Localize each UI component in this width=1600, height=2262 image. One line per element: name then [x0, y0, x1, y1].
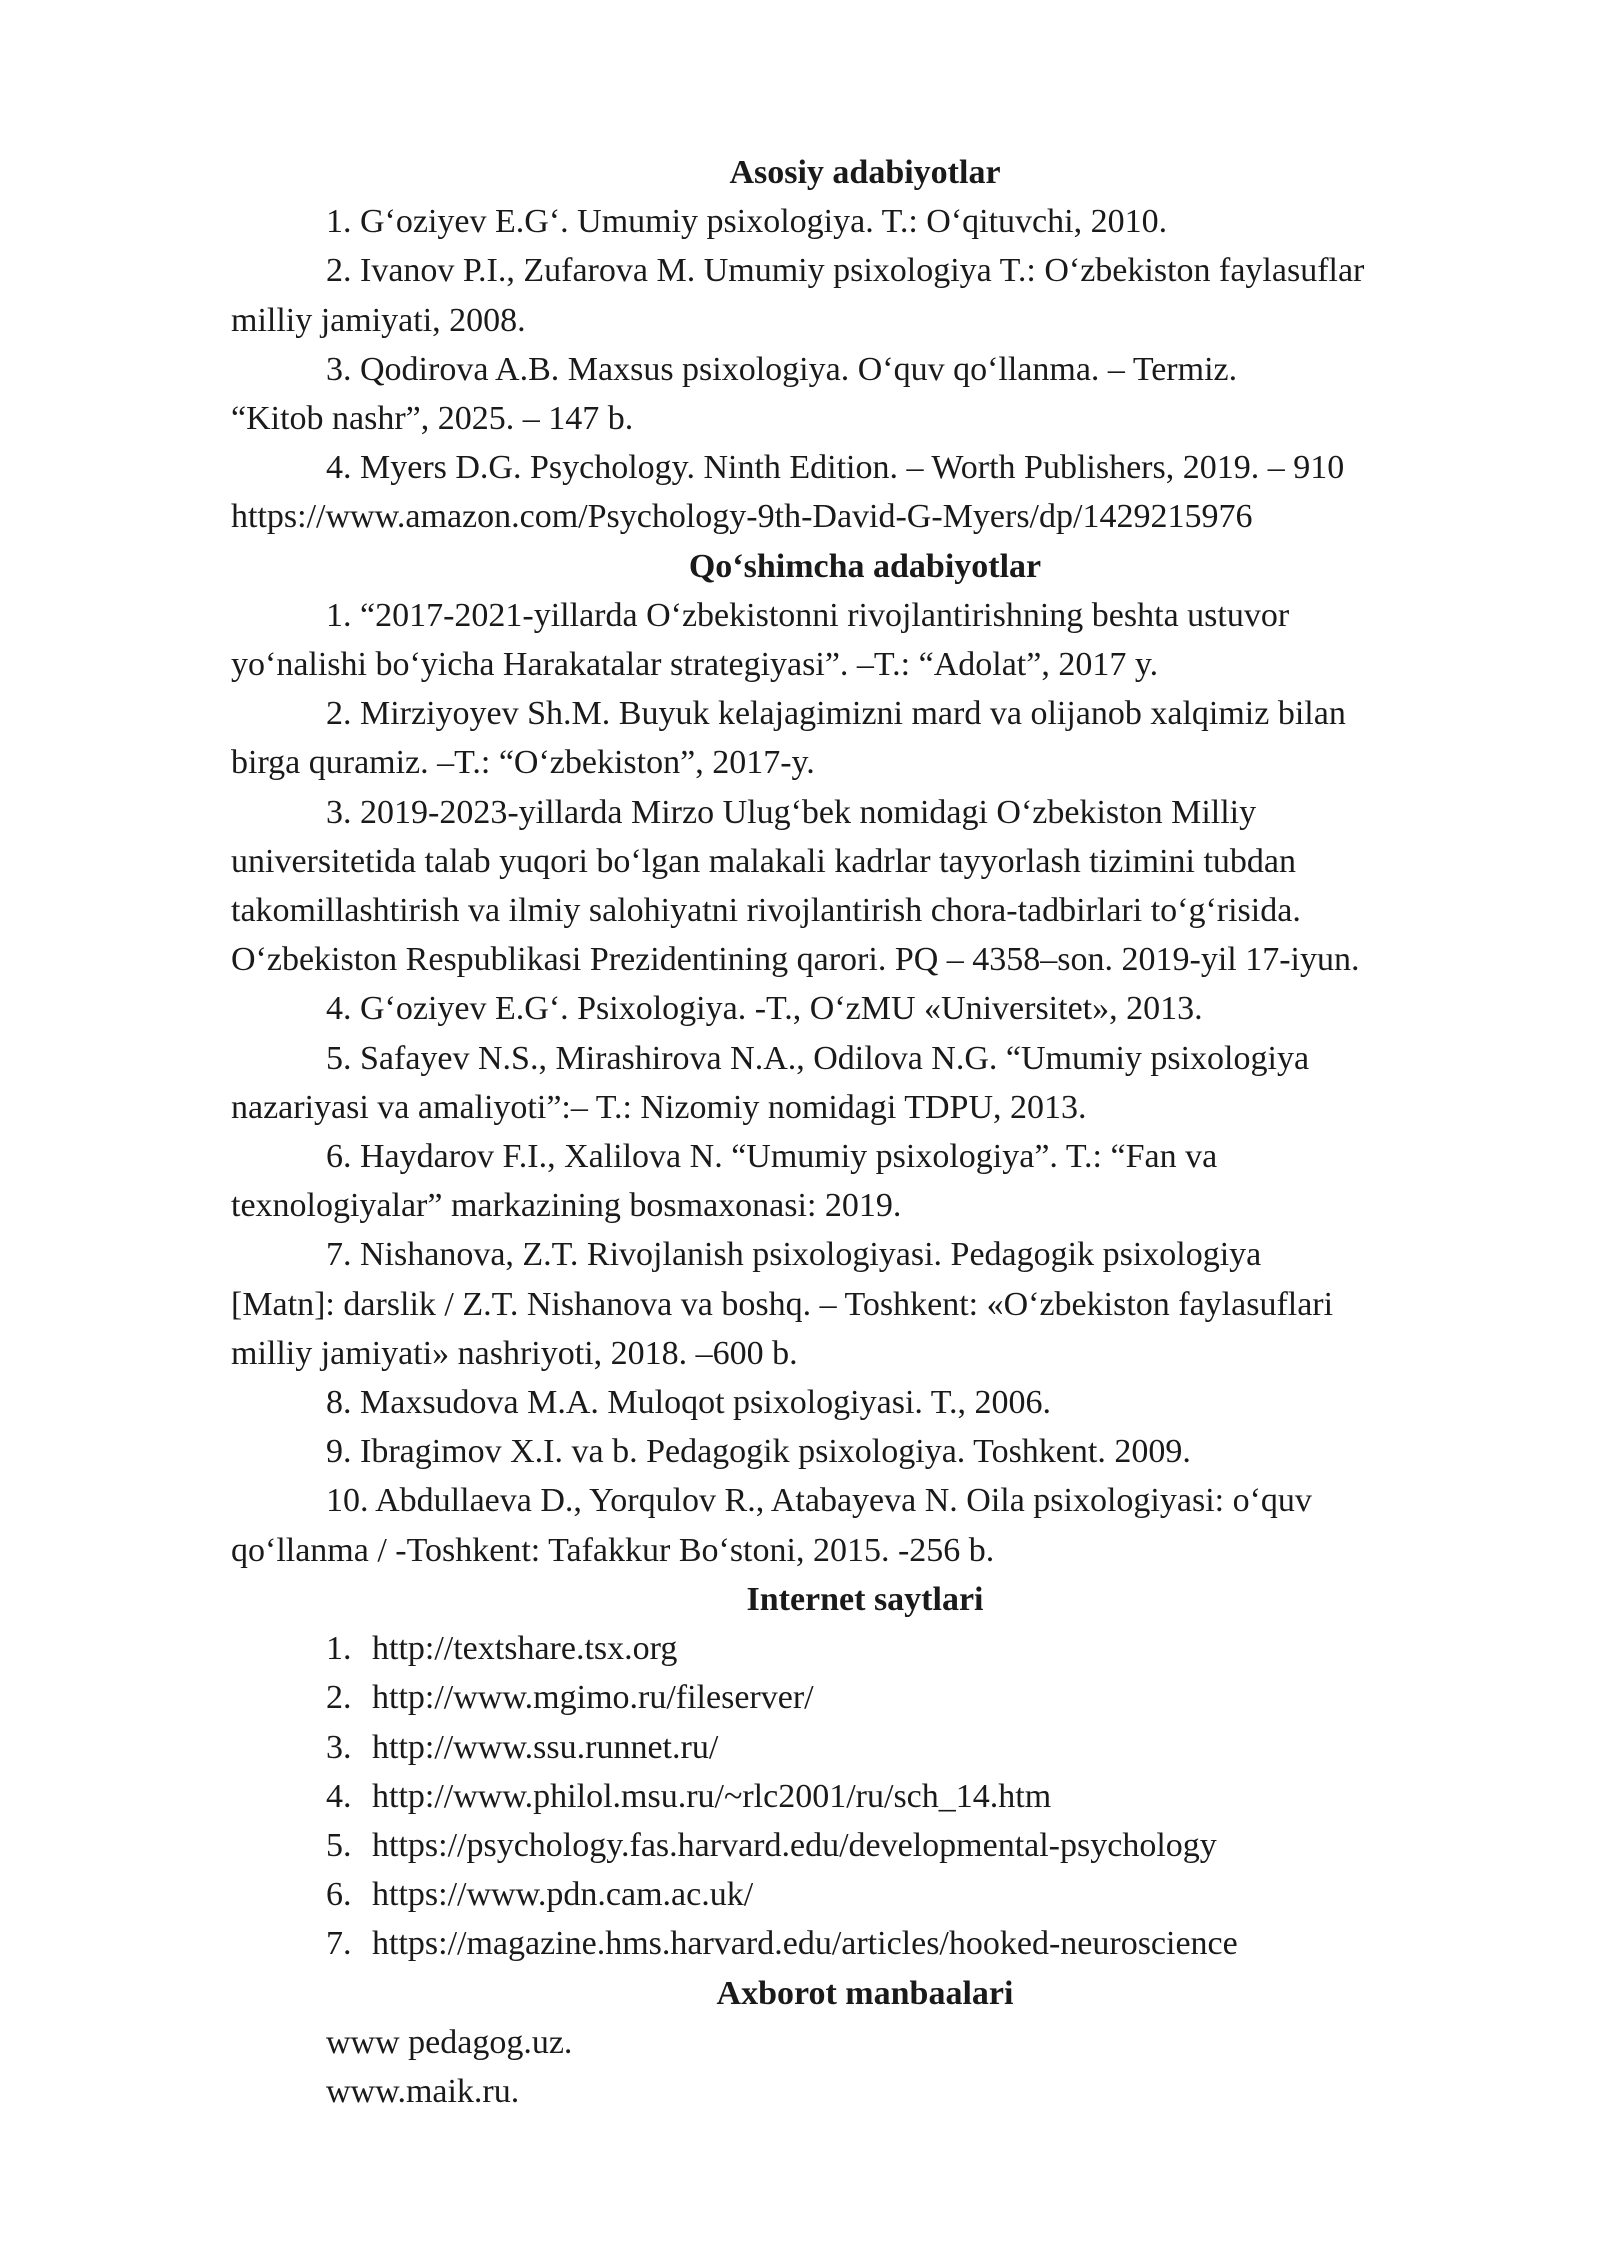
- main-entry-3: 3. Qodirova A.B. Maxsus psixologiya. O‘quv qo‘llanma. – Termiz. “Kitob nashr”, 2025. – 147 b.: [231, 350, 1238, 438]
- site-link[interactable]: https://www.pdn.cam.ac.uk/: [372, 1876, 754, 1914]
- section-heading-internet: Internet saytlari: [746, 1580, 984, 1618]
- site-link[interactable]: https://psychology.fas.harvard.edu/developmental-psychology: [372, 1826, 1217, 1864]
- additional-entry-1: 1. “2017-2021-yillarda O‘zbekistonni rivojlantirishning beshta ustuvor yo‘nalishi bo‘yicha Harakatalar strategiyasi”. –T.: “Adolat”, 2017 y.: [231, 596, 1290, 684]
- list-item: 1. http://textshare.tsx.org: [326, 1630, 678, 1668]
- info-source-2: www.maik.ru.: [326, 2072, 520, 2110]
- internet-sites-list: [231, 1624, 1499, 1968]
- additional-entry-6: 6. Haydarov F.I., Xalilova N. “Umumiy psixologiya”. T.: “Fan va texnologiyalar” markazining bosmaxonasi: 2019.: [231, 1138, 1218, 1225]
- site-link[interactable]: http://www.philol.msu.ru/~rlc2001/ru/sch_14.htm: [372, 1777, 1052, 1815]
- additional-literature-list: [231, 591, 1499, 1575]
- additional-entry-9: 9. Ibragimov X.I. va b. Pedagogik psixologiya. Toshkent. 2009.: [326, 1433, 1191, 1471]
- site-link[interactable]: http://textshare.tsx.org: [372, 1630, 678, 1668]
- site-link[interactable]: http://www.ssu.runnet.ru/: [372, 1728, 719, 1766]
- site-link[interactable]: http://www.mgimo.ru/fileserver/: [372, 1679, 814, 1717]
- additional-entry-4: 4. G‘oziyev E.G‘. Psixologiya. -T., O‘zMU «Universitet», 2013.: [326, 990, 1203, 1028]
- section-heading-info: Axborot manbaalari: [716, 1974, 1014, 2012]
- additional-entry-5: 5. Safayev N.S., Mirashirova N.A., Odilova N.G. “Umumiy psixologiya nazariyasi va amaliyoti”:– T.: Nizomiy nomidagi TDPU, 2013.: [231, 1039, 1310, 1126]
- additional-entry-7: 7. Nishanova, Z.T. Rivojlanish psixologiyasi. Pedagogik psixologiya [Matn]: darslik / Z.T. Nishanova va boshq. – Toshkent: «O‘zbekiston faylasuflari milliy jamiyati» nashriyoti, 2018. –600 b.: [231, 1236, 1334, 1372]
- list-item: 6. https://www.pdn.cam.ac.uk/: [326, 1876, 754, 1914]
- main-entry-1: 1. G‘oziyev E.G‘. Umumiy psixologiya. T.: O‘qituvchi, 2010.: [326, 203, 1168, 241]
- main-entry-4: 4. Myers D.G. Psychology. Ninth Edition. – Worth Publishers, 2019. – 910 https://www.amazon.com/Psychology-9th-David-G-Myers/dp/1429215976: [231, 449, 1345, 536]
- list-item: 2. http://www.mgimo.ru/fileserver/: [326, 1679, 814, 1717]
- additional-entry-10: 10. Abdullaeva D., Yorqulov R., Atabayeva N. Oila psixologiyasi: o‘quv qo‘llanma / -Toshkent: Tafakkur Bo‘stoni, 2015. -256 b.: [231, 1482, 1312, 1569]
- section-heading-additional: Qo‘shimcha adabiyotlar: [688, 547, 1042, 585]
- additional-entry-3: 3. 2019-2023-yillarda Mirzo Ulug‘bek nomidagi O‘zbekiston Milliy universitetida talab yuqori bo‘lgan malakali kadrlar tayyorlash tizimini tubdan takomillashtirish va ilmiy salohiyatni rivojlantirish chora-tadbirlari to‘g‘risida. O‘zbekiston Respublikasi Prezidentining qarori. PQ – 4358–son. 2019-yil 17-iyun.: [231, 793, 1360, 979]
- list-item: 3. http://www.ssu.runnet.ru/: [326, 1728, 719, 1766]
- additional-entry-2: 2. Mirziyoyev Sh.M. Buyuk kelajagimizni mard va olijanob xalqimiz bilan birga quramiz. –T.: “O‘zbekiston”, 2017-y.: [231, 695, 1346, 782]
- document-page: [231, 148, 1499, 2116]
- list-item: 4. http://www.philol.msu.ru/~rlc2001/ru/sch_14.htm: [326, 1777, 1052, 1815]
- main-entry-2: 2. Ivanov P.I., Zufarova M. Umumiy psixologiya T.: O‘zbekiston faylasuflar milliy jamiyati, 2008.: [231, 252, 1365, 339]
- site-link[interactable]: https://magazine.hms.harvard.edu/articles/hooked-neuroscience: [372, 1925, 1238, 1963]
- section-heading-main: Asosiy adabiyotlar: [729, 154, 1001, 191]
- additional-entry-8: 8. Maxsudova M.A. Muloqot psixologiyasi. T., 2006.: [326, 1384, 1052, 1422]
- list-item: 7. https://magazine.hms.harvard.edu/articles/hooked-neuroscience: [326, 1925, 1238, 1963]
- info-source-1: www pedagog.uz.: [326, 2023, 573, 2061]
- list-item: 5. https://psychology.fas.harvard.edu/developmental-psychology: [326, 1826, 1217, 1864]
- main-literature-list: [231, 197, 1499, 541]
